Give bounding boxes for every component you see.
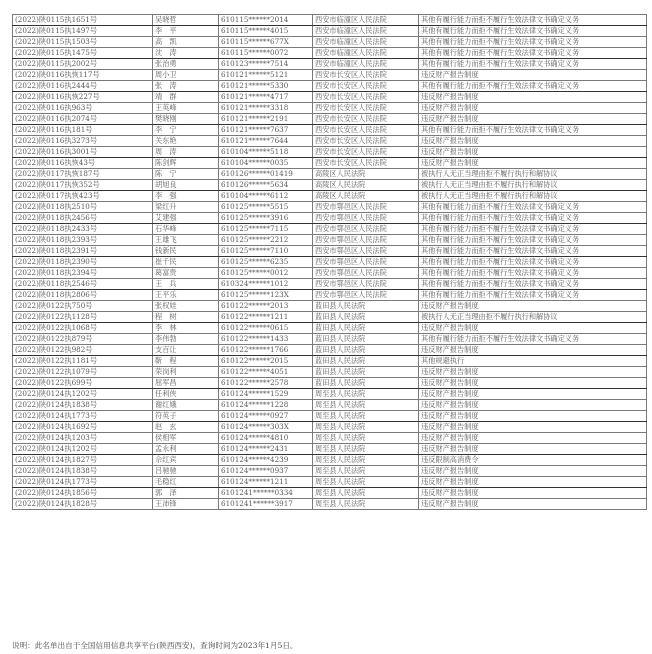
table-row — [13, 103, 647, 114]
case-number-cell: (2022)陕0124执1827号 — [13, 455, 153, 466]
id-number-cell: 610122******2015 — [219, 356, 313, 367]
id-number-cell: 610125******2212 — [219, 235, 313, 246]
name-cell: 王沛锋 — [153, 499, 219, 510]
court-cell: 周至县人民法院 — [313, 400, 419, 411]
reason-cell: 其他有履行能力而拒不履行生效法律文书确定义务 — [419, 37, 647, 48]
reason-cell: 被执行人无正当理由拒不履行执行和解协议 — [419, 180, 647, 191]
table-row — [13, 455, 647, 466]
table-row — [13, 191, 647, 202]
case-number-cell: (2022)陕0117执恢187号 — [13, 169, 153, 180]
case-number-cell: (2022)陕0116执963号 — [13, 103, 153, 114]
name-cell: 李 宁 — [153, 125, 219, 136]
name-cell: 沈 涛 — [153, 48, 219, 59]
id-number-cell: 610104******5118 — [219, 147, 313, 158]
name-cell: 王英峰 — [153, 103, 219, 114]
court-cell: 西安市长安区人民法院 — [313, 147, 419, 158]
court-cell: 西安市鄠邑区人民法院 — [313, 213, 419, 224]
table-row — [13, 389, 647, 400]
id-number-cell: 610125******0012 — [219, 268, 313, 279]
table-row — [13, 202, 647, 213]
name-cell: 张 涛 — [153, 81, 219, 92]
case-number-cell: (2022)陕0118执2433号 — [13, 224, 153, 235]
case-number-cell: (2022)陕0116执恢43号 — [13, 158, 153, 169]
court-cell: 周至县人民法院 — [313, 433, 419, 444]
name-cell: 程 树 — [153, 312, 219, 323]
id-number-cell: 6101241******0334 — [219, 488, 313, 499]
reason-cell: 违反财产报告制度 — [419, 323, 647, 334]
name-cell: 樊晓刚 — [153, 114, 219, 125]
case-number-cell: (2022)陕0115执2002号 — [13, 59, 153, 70]
table-body — [13, 15, 647, 510]
reason-cell: 其他有履行能力而拒不履行生效法律文书确定义务 — [419, 202, 647, 213]
case-number-cell: (2022)陕0116执3001号 — [13, 147, 153, 158]
id-number-cell: 610124******2431 — [219, 444, 313, 455]
court-cell: 周至县人民法院 — [313, 422, 419, 433]
reason-cell: 违反财产报告制度 — [419, 103, 647, 114]
reason-cell: 违反财产报告制度 — [419, 92, 647, 103]
table-row — [13, 323, 647, 334]
table-row — [13, 147, 647, 158]
name-cell: 郭 泽 — [153, 488, 219, 499]
table-row — [13, 37, 647, 48]
name-cell: 支百让 — [153, 345, 219, 356]
id-number-cell: 610122******2578 — [219, 378, 313, 389]
court-cell: 蓝田县人民法院 — [313, 345, 419, 356]
name-cell: 胡旭良 — [153, 180, 219, 191]
case-number-cell: (2022)陕0124执1202号 — [13, 389, 153, 400]
id-number-cell: 610124******4239 — [219, 455, 313, 466]
name-cell: 王平乐 — [153, 290, 219, 301]
id-number-cell: 610125******7115 — [219, 224, 313, 235]
reason-cell: 违反财产报告制度 — [419, 433, 647, 444]
reason-cell: 违反财产报告制度 — [419, 477, 647, 488]
id-number-cell: 610126******01419 — [219, 169, 313, 180]
id-number-cell: 610122******1766 — [219, 345, 313, 356]
name-cell: 毛稳红 — [153, 477, 219, 488]
name-cell: 靖 群 — [153, 92, 219, 103]
court-cell: 周至县人民法院 — [313, 466, 419, 477]
id-number-cell: 610122******1433 — [219, 334, 313, 345]
name-cell: 葛富贵 — [153, 268, 219, 279]
court-cell: 西安市鄠邑区人民法院 — [313, 235, 419, 246]
case-number-cell: (2022)陕0116执3273号 — [13, 136, 153, 147]
name-cell: 李 强 — [153, 191, 219, 202]
table-row — [13, 466, 647, 477]
court-cell: 蓝田县人民法院 — [313, 312, 419, 323]
court-cell: 高陵区人民法院 — [313, 191, 419, 202]
id-number-cell: 610122******4051 — [219, 367, 313, 378]
court-cell: 西安市长安区人民法院 — [313, 70, 419, 81]
table-row — [13, 213, 647, 224]
table-row — [13, 48, 647, 59]
reason-cell: 违反财产报告制度 — [419, 389, 647, 400]
name-cell: 谢红娥 — [153, 400, 219, 411]
reason-cell: 其他有履行能力而拒不履行生效法律文书确定义务 — [419, 125, 647, 136]
case-number-cell: (2022)陕0118执2394号 — [13, 268, 153, 279]
case-number-cell: (2022)陕0124执1202号 — [13, 444, 153, 455]
name-cell: 艾建强 — [153, 213, 219, 224]
reason-cell: 违反财产报告制度 — [419, 147, 647, 158]
table-row — [13, 400, 647, 411]
id-number-cell: 610124******1228 — [219, 400, 313, 411]
case-number-cell: (2022)陕0122执1079号 — [13, 367, 153, 378]
court-cell: 蓝田县人民法院 — [313, 367, 419, 378]
court-cell: 周至县人民法院 — [313, 444, 419, 455]
table-row — [13, 444, 647, 455]
case-number-cell: (2022)陕0117执恢352号 — [13, 180, 153, 191]
reason-cell: 其他有履行能力而拒不履行生效法律文书确定义务 — [419, 246, 647, 257]
case-number-cell: (2022)陕0118执2806号 — [13, 290, 153, 301]
name-cell: 张治勇 — [153, 59, 219, 70]
name-cell: 王雄飞 — [153, 235, 219, 246]
reason-cell: 其他规避执行 — [419, 356, 647, 367]
id-number-cell: 610125******7110 — [219, 246, 313, 257]
table-row — [13, 114, 647, 125]
id-number-cell: 610121******5330 — [219, 81, 313, 92]
id-number-cell: 610121******3318 — [219, 103, 313, 114]
case-number-cell: (2022)陕0124执1773号 — [13, 411, 153, 422]
table-row — [13, 422, 647, 433]
case-number-cell: (2022)陕0122执1068号 — [13, 323, 153, 334]
table-row — [13, 257, 647, 268]
case-number-cell: (2022)陕0118执2390号 — [13, 257, 153, 268]
table-row — [13, 158, 647, 169]
id-number-cell: 610115******2014 — [219, 15, 313, 26]
case-number-cell: (2022)陕0124执1828号 — [13, 499, 153, 510]
table-row — [13, 411, 647, 422]
name-cell: 张权娃 — [153, 301, 219, 312]
reason-cell: 违反财产报告制度 — [419, 158, 647, 169]
court-cell: 周至县人民法院 — [313, 411, 419, 422]
table-row — [13, 59, 647, 70]
id-number-cell: 610125******5515 — [219, 202, 313, 213]
name-cell: 任利侠 — [153, 389, 219, 400]
case-number-cell: (2022)陕0122执1128号 — [13, 312, 153, 323]
id-number-cell: 610121******2191 — [219, 114, 313, 125]
id-number-cell: 610124******1211 — [219, 477, 313, 488]
court-cell: 蓝田县人民法院 — [313, 334, 419, 345]
reason-cell: 违反财产报告制度 — [419, 345, 647, 356]
id-number-cell: 610121******7637 — [219, 125, 313, 136]
court-cell: 西安市鄠邑区人民法院 — [313, 268, 419, 279]
case-number-cell: (2022)陕0122执879号 — [13, 334, 153, 345]
id-number-cell: 610121******5121 — [219, 70, 313, 81]
court-cell: 西安市临潼区人民法院 — [313, 48, 419, 59]
reason-cell: 其他有履行能力而拒不履行生效法律文书确定义务 — [419, 81, 647, 92]
name-cell: 佘红宾 — [153, 455, 219, 466]
court-cell: 西安市鄠邑区人民法院 — [313, 279, 419, 290]
id-number-cell: 610104******0035 — [219, 158, 313, 169]
case-number-cell: (2022)陕0122执750号 — [13, 301, 153, 312]
reason-cell: 违反财产报告制度 — [419, 367, 647, 378]
id-number-cell: 610126******5634 — [219, 180, 313, 191]
table-row — [13, 378, 647, 389]
id-number-cell: 610125******6235 — [219, 257, 313, 268]
court-cell: 西安市临潼区人民法院 — [313, 15, 419, 26]
table-row — [13, 356, 647, 367]
id-number-cell: 610115******4015 — [219, 26, 313, 37]
id-number-cell: 610121******4717 — [219, 92, 313, 103]
name-cell: 吕驰驰 — [153, 466, 219, 477]
court-cell: 西安市长安区人民法院 — [313, 103, 419, 114]
case-number-cell: (2022)陕0116执181号 — [13, 125, 153, 136]
court-cell: 西安市鄠邑区人民法院 — [313, 224, 419, 235]
court-cell: 高陵区人民法院 — [313, 180, 419, 191]
reason-cell: 违反财产报告制度 — [419, 136, 647, 147]
case-number-cell: (2022)陕0116执2074号 — [13, 114, 153, 125]
reason-cell: 其他有履行能力而拒不履行生效法律文书确定义务 — [419, 59, 647, 70]
case-number-cell: (2022)陕0115执1475号 — [13, 48, 153, 59]
court-cell: 高陵区人民法院 — [313, 169, 419, 180]
table-row — [13, 301, 647, 312]
footnote: 说明：此名单出自于全国信用信息共享平台(陕西西安)，查询时间为2023年1月5日。 — [12, 641, 298, 650]
case-number-cell: (2022)陕0115执1651号 — [13, 15, 153, 26]
table-row — [13, 433, 647, 444]
table-row — [13, 224, 647, 235]
reason-cell: 其他有履行能力而拒不履行生效法律文书确定义务 — [419, 334, 647, 345]
name-cell: 关东艳 — [153, 136, 219, 147]
case-number-cell: (2022)陕0124执1203号 — [13, 433, 153, 444]
id-number-cell: 610104******6112 — [219, 191, 313, 202]
name-cell: 陈 宁 — [153, 169, 219, 180]
table-row — [13, 499, 647, 510]
court-cell: 西安市临潼区人民法院 — [313, 26, 419, 37]
reason-cell: 违反财产报告制度 — [419, 378, 647, 389]
court-cell: 西安市长安区人民法院 — [313, 158, 419, 169]
case-number-cell: (2022)陕0117执恢423号 — [13, 191, 153, 202]
court-cell: 周至县人民法院 — [313, 477, 419, 488]
court-cell: 西安市长安区人民法院 — [313, 125, 419, 136]
table-row — [13, 70, 647, 81]
table-row — [13, 290, 647, 301]
id-number-cell: 610124******0927 — [219, 411, 313, 422]
id-number-cell: 610124******0937 — [219, 466, 313, 477]
name-cell: 屈军昌 — [153, 378, 219, 389]
reason-cell: 其他有履行能力而拒不履行生效法律文书确定义务 — [419, 235, 647, 246]
court-cell: 西安市长安区人民法院 — [313, 114, 419, 125]
reason-cell: 被执行人无正当理由拒不履行执行和解协议 — [419, 169, 647, 180]
reason-cell: 违反财产报告制度 — [419, 488, 647, 499]
table-row — [13, 345, 647, 356]
id-number-cell: 610115******0072 — [219, 48, 313, 59]
court-cell: 西安市鄠邑区人民法院 — [313, 246, 419, 257]
case-number-cell: (2022)陕0115执1497号 — [13, 26, 153, 37]
court-cell: 西安市长安区人民法院 — [313, 92, 419, 103]
reason-cell: 其他有履行能力而拒不履行生效法律文书确定义务 — [419, 290, 647, 301]
court-cell: 西安市鄠邑区人民法院 — [313, 257, 419, 268]
reason-cell: 违反财产报告制度 — [419, 466, 647, 477]
name-cell: 符英子 — [153, 411, 219, 422]
court-cell: 西安市鄠邑区人民法院 — [313, 202, 419, 213]
id-number-cell: 610124******4810 — [219, 433, 313, 444]
court-cell: 周至县人民法院 — [313, 455, 419, 466]
id-number-cell: 610122******2013 — [219, 301, 313, 312]
name-cell: 梁红升 — [153, 202, 219, 213]
case-number-cell: (2022)陕0115执1503号 — [13, 37, 153, 48]
case-number-cell: (2022)陕0116执恢117号 — [13, 70, 153, 81]
reason-cell: 其他有履行能力而拒不履行生效法律文书确定义务 — [419, 279, 647, 290]
id-number-cell: 610125******3916 — [219, 213, 313, 224]
name-cell: 陈剑辉 — [153, 158, 219, 169]
reason-cell: 违反财产报告制度 — [419, 499, 647, 510]
id-number-cell: 610121******7644 — [219, 136, 313, 147]
court-cell: 周至县人民法院 — [313, 488, 419, 499]
name-cell: 周小卫 — [153, 70, 219, 81]
name-cell: 周 涛 — [153, 147, 219, 158]
table-row — [13, 180, 647, 191]
table-row — [13, 246, 647, 257]
table-row — [13, 488, 647, 499]
reason-cell: 其他有履行能力而拒不履行生效法律文书确定义务 — [419, 213, 647, 224]
table-row — [13, 15, 647, 26]
case-number-cell: (2022)陕0116执恢227号 — [13, 92, 153, 103]
case-number-cell: (2022)陕0118执2393号 — [13, 235, 153, 246]
name-cell: 李 平 — [153, 26, 219, 37]
table-row — [13, 169, 647, 180]
reason-cell: 其他有履行能力而拒不履行生效法律文书确定义务 — [419, 26, 647, 37]
reason-cell: 其他有履行能力而拒不履行生效法律文书确定义务 — [419, 15, 647, 26]
table-row — [13, 268, 647, 279]
reason-cell: 违反财产报告制度 — [419, 301, 647, 312]
case-number-cell: (2022)陕0124执1856号 — [13, 488, 153, 499]
name-cell: 侯相军 — [153, 433, 219, 444]
reason-cell: 违反财产报告制度 — [419, 444, 647, 455]
case-number-cell: (2022)陕0118执2546号 — [13, 279, 153, 290]
case-number-cell: (2022)陕0124执1773号 — [13, 477, 153, 488]
reason-cell: 其他有履行能力而拒不履行生效法律文书确定义务 — [419, 268, 647, 279]
court-cell: 蓝田县人民法院 — [313, 323, 419, 334]
court-cell: 西安市临潼区人民法院 — [313, 37, 419, 48]
case-number-cell: (2022)陕0122执1181号 — [13, 356, 153, 367]
case-number-cell: (2022)陕0118执2510号 — [13, 202, 153, 213]
table-row — [13, 136, 647, 147]
reason-cell: 违反财产报告制度 — [419, 70, 647, 81]
defaulter-list-table — [12, 14, 647, 510]
name-cell: 李 林 — [153, 323, 219, 334]
id-number-cell: 610124******1529 — [219, 389, 313, 400]
reason-cell: 其他有履行能力而拒不履行生效法律文书确定义务 — [419, 224, 647, 235]
court-cell: 蓝田县人民法院 — [313, 301, 419, 312]
table-row — [13, 477, 647, 488]
case-number-cell: (2022)陕0118执2456号 — [13, 213, 153, 224]
case-number-cell: (2022)陕0118执2391号 — [13, 246, 153, 257]
name-cell: 荣岗利 — [153, 367, 219, 378]
court-cell: 蓝田县人民法院 — [313, 378, 419, 389]
case-number-cell: (2022)陕0122执982号 — [13, 345, 153, 356]
reason-cell: 违反限制高消费令 — [419, 455, 647, 466]
name-cell: 赵 玄 — [153, 422, 219, 433]
reason-cell: 违反财产报告制度 — [419, 422, 647, 433]
name-cell: 吴晓哲 — [153, 15, 219, 26]
court-cell: 蓝田县人民法院 — [313, 356, 419, 367]
reason-cell: 违反财产报告制度 — [419, 411, 647, 422]
table-row — [13, 334, 647, 345]
court-cell: 周至县人民法院 — [313, 499, 419, 510]
reason-cell: 违反财产报告制度 — [419, 114, 647, 125]
case-number-cell: (2022)陕0124执1692号 — [13, 422, 153, 433]
id-number-cell: 6101241******3917 — [219, 499, 313, 510]
reason-cell: 其他有履行能力而拒不履行生效法律文书确定义务 — [419, 48, 647, 59]
id-number-cell: 610124******303X — [219, 422, 313, 433]
name-cell: 高 凯 — [153, 37, 219, 48]
table-row — [13, 312, 647, 323]
id-number-cell: 610115******677X — [219, 37, 313, 48]
table-row — [13, 367, 647, 378]
case-number-cell: (2022)陕0124执1838号 — [13, 466, 153, 477]
name-cell: 崔千民 — [153, 257, 219, 268]
court-cell: 西安市长安区人民法院 — [313, 81, 419, 92]
table-row — [13, 26, 647, 37]
name-cell: 石华峰 — [153, 224, 219, 235]
reason-cell: 其他有履行能力而拒不履行生效法律文书确定义务 — [419, 257, 647, 268]
id-number-cell: 610122******1211 — [219, 312, 313, 323]
name-cell: 钱新民 — [153, 246, 219, 257]
id-number-cell: 610122******0615 — [219, 323, 313, 334]
case-number-cell: (2022)陕0124执1838号 — [13, 400, 153, 411]
court-cell: 西安市长安区人民法院 — [313, 136, 419, 147]
table-row — [13, 92, 647, 103]
case-number-cell: (2022)陕0116执2444号 — [13, 81, 153, 92]
reason-cell: 被执行人无正当理由拒不履行执行和解协议 — [419, 191, 647, 202]
reason-cell: 违反财产报告制度 — [419, 400, 647, 411]
court-cell: 西安市鄠邑区人民法院 — [313, 290, 419, 301]
court-cell: 西安市临潼区人民法院 — [313, 59, 419, 70]
table-row — [13, 235, 647, 246]
id-number-cell: 610324******1012 — [219, 279, 313, 290]
name-cell: 靳 程 — [153, 356, 219, 367]
name-cell: 李伟勃 — [153, 334, 219, 345]
court-cell: 周至县人民法院 — [313, 389, 419, 400]
name-cell: 孟永利 — [153, 444, 219, 455]
reason-cell: 被执行人无正当理由拒不履行执行和解协议 — [419, 312, 647, 323]
table-row — [13, 125, 647, 136]
id-number-cell: 610125******123X — [219, 290, 313, 301]
case-number-cell: (2022)陕0122执699号 — [13, 378, 153, 389]
name-cell: 王 兵 — [153, 279, 219, 290]
id-number-cell: 610123******7514 — [219, 59, 313, 70]
table-row — [13, 279, 647, 290]
table-row — [13, 81, 647, 92]
